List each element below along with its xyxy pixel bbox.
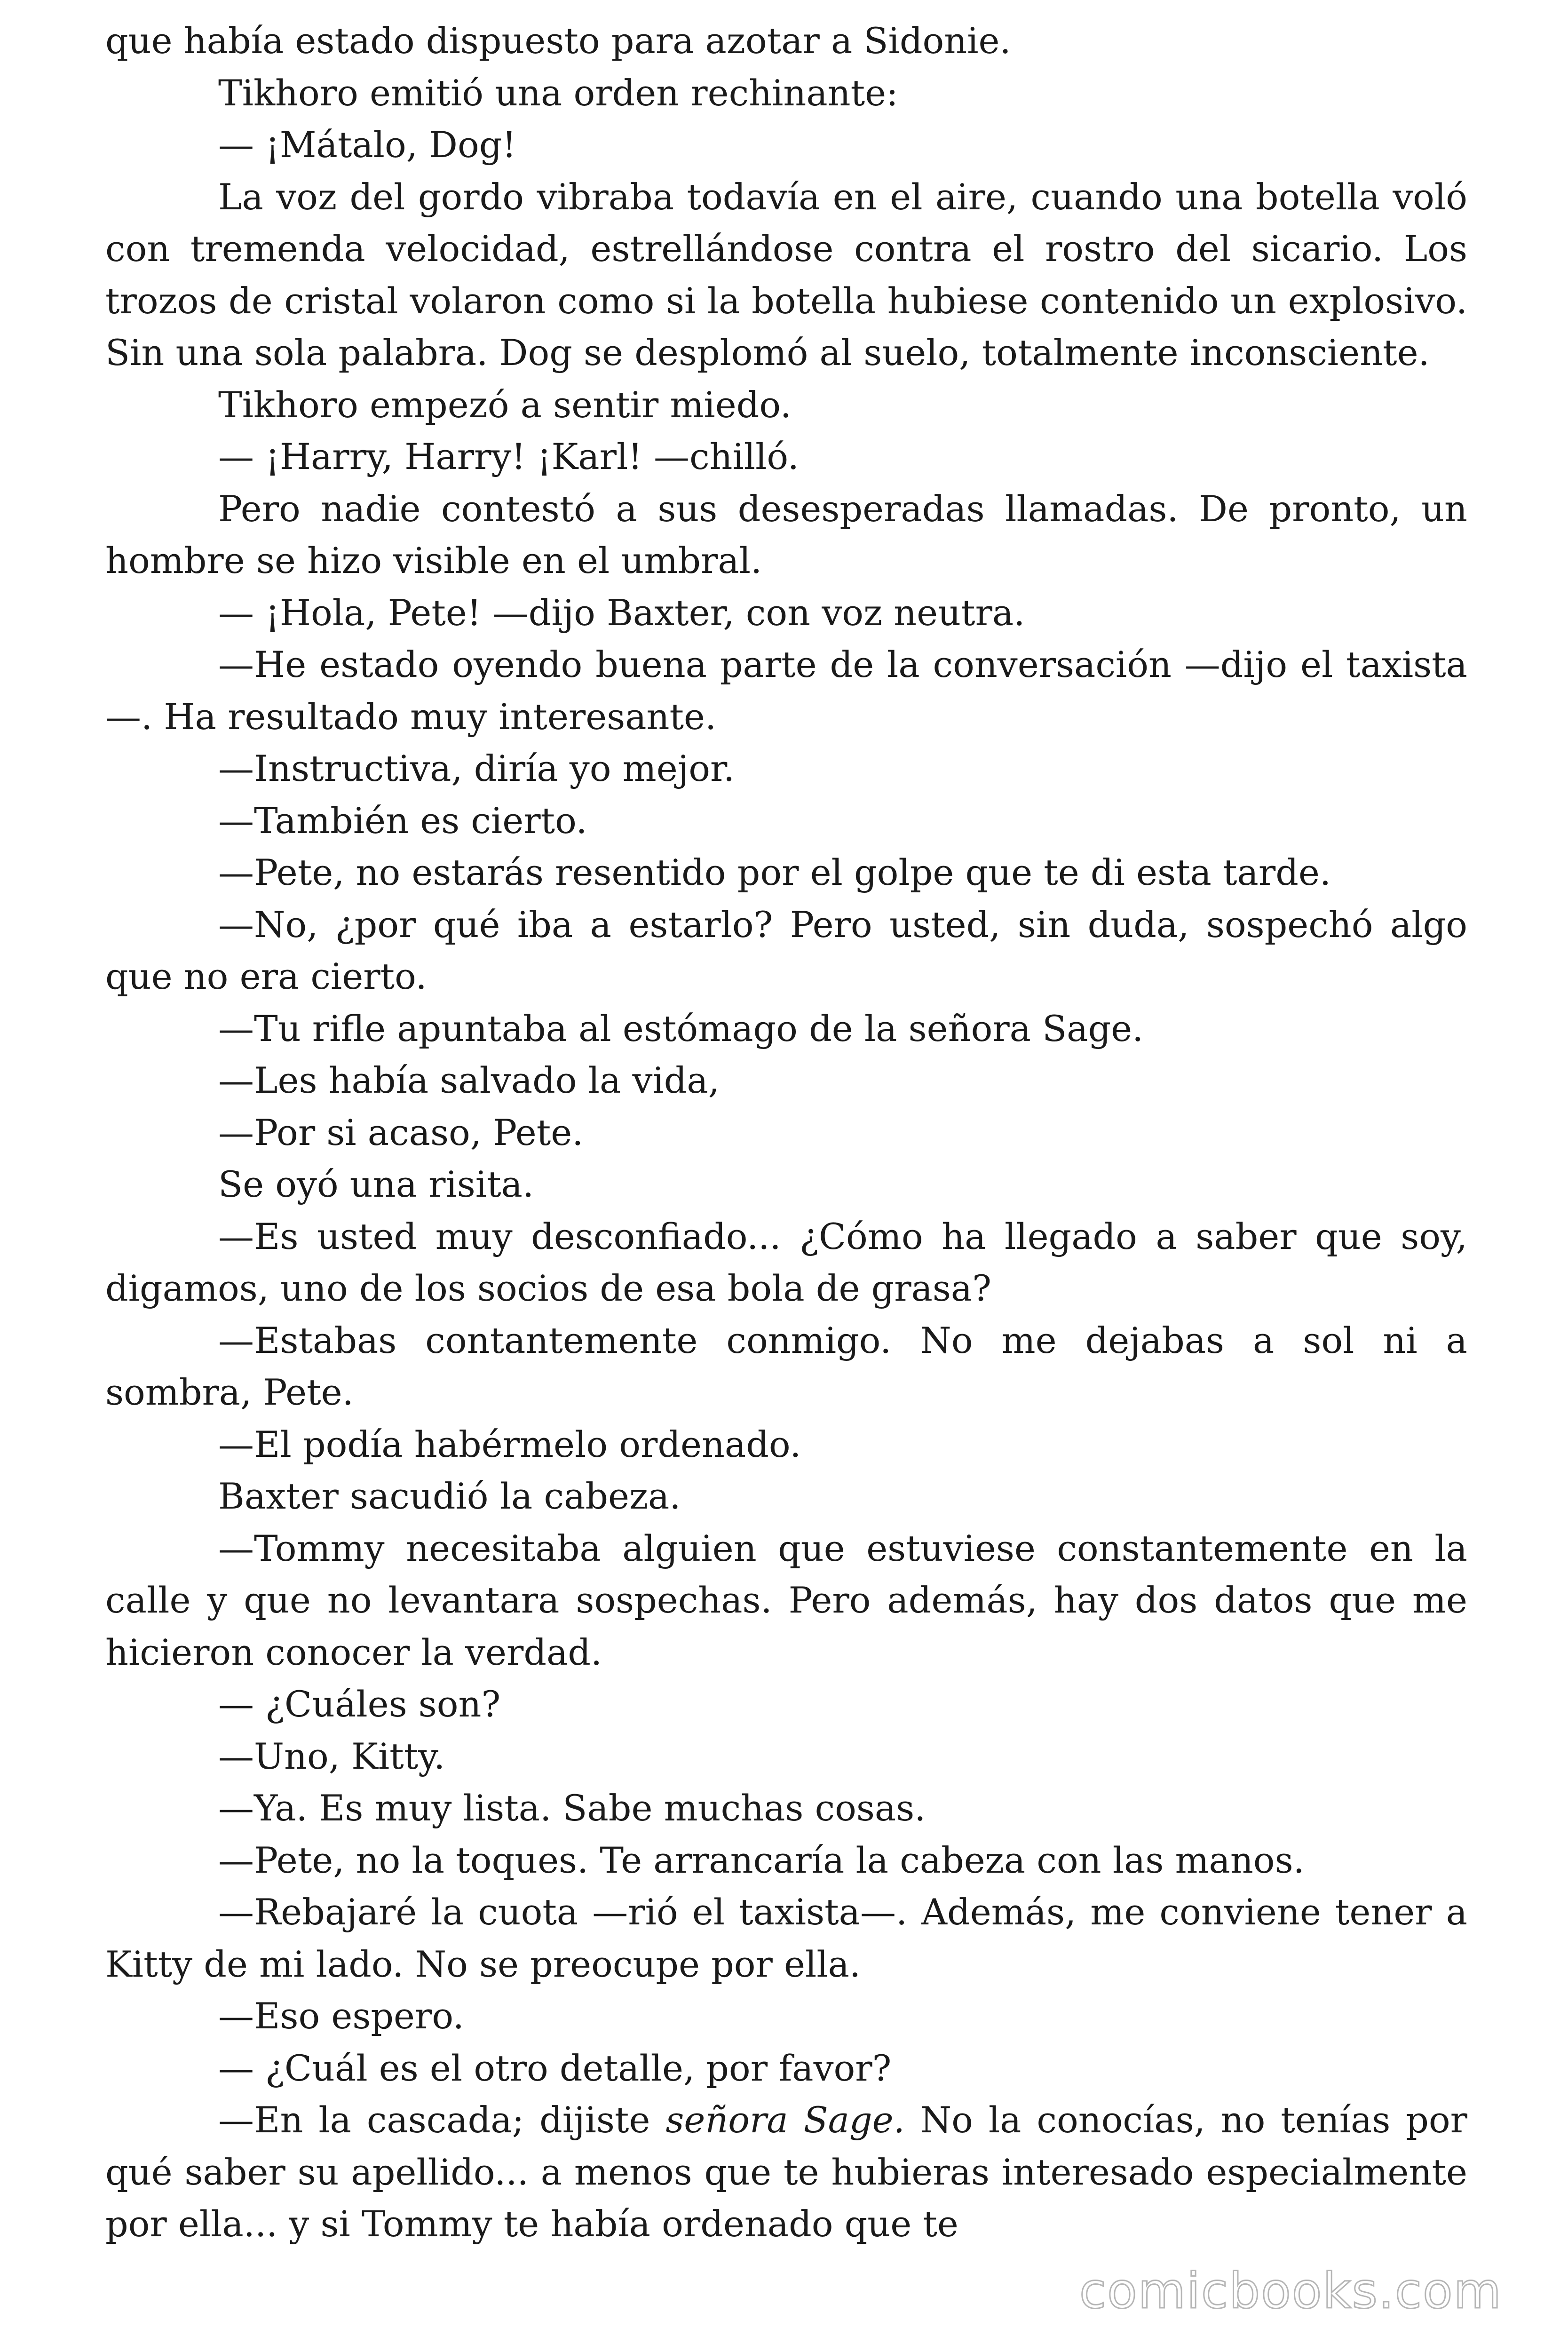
paragraph: —Pete, no la toques. Te arrancaría la cabeza con las manos. bbox=[218, 1839, 1305, 1881]
paragraph: Tikhoro emitió una orden rechinante: bbox=[218, 72, 898, 114]
paragraph: Baxter sacudió la cabeza. bbox=[218, 1475, 681, 1517]
paragraph: —Rebajaré la cuota —rió el taxista—. Además, me conviene tener a Kitty de mi lado. No se preocupe por ella. bbox=[105, 1891, 1467, 1985]
paragraph: —Eso espero. bbox=[218, 1995, 464, 2037]
paragraph: —Ya. Es muy lista. Sabe muchas cosas. bbox=[218, 1787, 926, 1829]
paragraph: Se oyó una risita. bbox=[218, 1163, 534, 1205]
paragraph: —Les había salvado la vida, bbox=[218, 1059, 720, 1101]
book-page-text bbox=[105, 15, 1467, 2250]
paragraph: Pero nadie contestó a sus desesperadas llamadas. De pronto, un hombre se hizo visible en el umbral. bbox=[105, 487, 1467, 581]
paragraph: —Tu rifle apuntaba al estómago de la señora Sage. bbox=[218, 1007, 1144, 1049]
paragraph: Tikhoro empezó a sentir miedo. bbox=[218, 383, 792, 426]
paragraph: —Pete, no estarás resentido por el golpe que te di esta tarde. bbox=[218, 851, 1331, 893]
paragraph: La voz del gordo vibraba todavía en el aire, cuando una botella voló con tremenda velocidad, estrellándose contra el rostro del sicario. Los trozos de cristal volaron como si la botella hubiese contenido un explosivo. Sin una sola palabra. Dog se desplomó al suelo, totalmente inconsciente. bbox=[105, 175, 1467, 373]
paragraph: —No, ¿por qué iba a estarlo? Pero usted, sin duda, sospechó algo que no era cierto. bbox=[105, 903, 1467, 997]
paragraph: — ¿Cuál es el otro detalle, por favor? bbox=[218, 2047, 892, 2089]
paragraph: —Por si acaso, Pete. bbox=[218, 1111, 584, 1153]
paragraph: — ¡Harry, Harry! ¡Karl! —chilló. bbox=[218, 436, 799, 477]
paragraph: —He estado oyendo buena parte de la conversación —dijo el taxista—. Ha resultado muy interesante. bbox=[105, 644, 1467, 738]
text-run: No la conocías, no tenías por qué saber su apellido... a menos que te hubieras interesado especialmente por ella... y si Tommy te había ordenado que te bbox=[105, 2099, 1468, 2245]
paragraph: — ¿Cuáles son? bbox=[218, 1683, 501, 1725]
text-run: —En la cascada; dijiste bbox=[218, 2099, 666, 2141]
paragraph: —Tommy necesitaba alguien que estuviese constantemente en la calle y que no levantara sospechas. Pero además, hay dos datos que me hicieron conocer la verdad. bbox=[105, 1527, 1467, 1673]
italic-text-run: señora Sage. bbox=[665, 2099, 905, 2141]
paragraph: —Es usted muy desconfiado... ¿Cómo ha llegado a saber que soy, digamos, uno de los socios de esa bola de grasa? bbox=[105, 1215, 1467, 1309]
paragraph: —También es cierto. bbox=[218, 799, 587, 842]
paragraph: —Estabas contantemente conmigo. No me dejabas a sol ni a sombra, Pete. bbox=[105, 1319, 1467, 1413]
paragraph: —Uno, Kitty. bbox=[218, 1735, 445, 1777]
paragraph-last bbox=[105, 2094, 1467, 2250]
paragraph: que había estado dispuesto para azotar a Sidonie. bbox=[105, 20, 1011, 62]
paragraph: — ¡Hola, Pete! —dijo Baxter, con voz neutra. bbox=[218, 591, 1025, 634]
watermark-logo: comicbooks.com bbox=[1079, 2262, 1502, 2320]
paragraph: — ¡Mátalo, Dog! bbox=[218, 124, 516, 166]
paragraph: —El podía habérmelo ordenado. bbox=[218, 1423, 801, 1465]
paragraph: —Instructiva, diría yo mejor. bbox=[218, 747, 735, 789]
